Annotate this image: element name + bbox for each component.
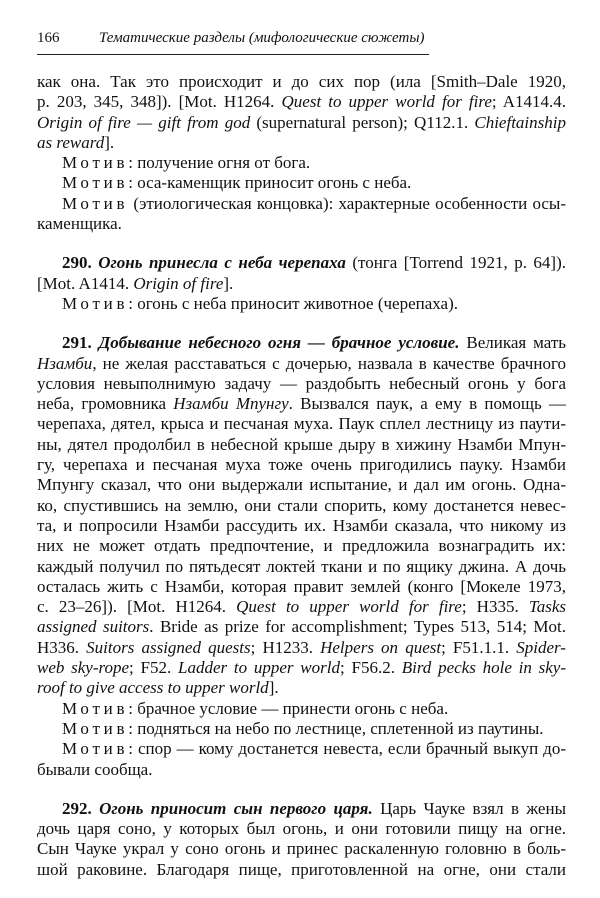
text-run: Quest to upper world for fire <box>281 92 492 112</box>
paragraph <box>37 153 566 173</box>
motif-label: Мотив <box>62 718 129 738</box>
text-line <box>37 455 566 475</box>
paragraph <box>37 294 566 314</box>
text-run: [Mot. A1414. <box>37 273 134 293</box>
text-run: ]. <box>104 132 115 152</box>
text-run: as reward <box>37 132 105 152</box>
text-line <box>37 194 566 214</box>
text-line <box>37 153 566 173</box>
text-line <box>37 394 566 414</box>
text-line <box>37 274 566 294</box>
text-run: гу, черепаха и песчаная муха тоже очень пригодились пауку. Нзамби <box>37 455 566 475</box>
text-run: roof to give access to upper world <box>37 678 269 698</box>
paragraph <box>37 719 566 739</box>
motif-label: Мотив <box>62 698 129 718</box>
paragraph <box>37 739 566 780</box>
text-run: черепаха, дятел, крыса и песчаная муха. Паук сплел лестницу из паути- <box>37 414 566 434</box>
text-run: Нзамби <box>37 353 93 373</box>
text-line <box>37 354 566 374</box>
text-run: assigned suitors <box>37 617 150 637</box>
text-run: Spider- <box>516 637 566 657</box>
text-line <box>37 92 566 112</box>
text-line <box>37 577 566 597</box>
entry-number: 291. <box>62 333 99 353</box>
text-run: , не желая расставаться с дочерью, назвала в качестве брачного <box>92 353 566 373</box>
text-run: : получение огня от бога. <box>128 153 311 173</box>
text-line <box>37 173 566 193</box>
text-run: Bird pecks hole in sky- <box>401 658 566 678</box>
text-run: Origin of fire <box>133 273 224 293</box>
text-run: Suitors assigned quests <box>86 637 251 657</box>
text-run: (supernatural person); Q112.1. <box>250 112 475 132</box>
paragraph <box>37 72 566 153</box>
text-line <box>37 617 566 637</box>
running-header <box>37 28 429 55</box>
paragraph <box>37 699 566 719</box>
text-run: Мпунгу сказал, что они выдержали испытание, и дал им огонь. Одна- <box>37 475 566 495</box>
paragraph <box>37 333 566 698</box>
text-run: : спор — кому достанется невеста, если брачный выкуп до- <box>128 739 566 759</box>
text-run: та, и попросили Нзамби рассудить их. Нзамби сказала, что никому из <box>37 515 566 535</box>
text-run: : подняться на небо по лестнице, сплетенной из паутины. <box>128 718 544 738</box>
text-run: : огонь с неба приносит животное (черепаха). <box>128 293 459 313</box>
text-line <box>37 414 566 434</box>
text-run: ко, спустившись на землю, они стали спорить, кому достанется невес- <box>37 495 566 515</box>
text-line <box>37 557 566 577</box>
paragraph <box>37 194 566 235</box>
text-run: : оса-каменщик приносит огонь с неба. <box>128 173 412 193</box>
text-line <box>37 799 566 819</box>
text-run: H336. <box>37 637 87 657</box>
text-run: Великая мать <box>459 333 566 353</box>
text-run: осталась жить с Нзамби, которая правит землей (конго [Мокеле 1973, <box>37 576 566 596</box>
text-run: неба, громовника <box>37 394 174 414</box>
text-run: p. 203, 345, 348]). [Mot. H1264. <box>37 92 282 112</box>
text-run: Сын Чауке украл у соно огонь и принес раскаленную головню в боль- <box>37 839 566 859</box>
text-run: Chieftainship <box>474 112 566 132</box>
text-run: условия невыполнимую задачу — раздобыть небесный огонь у бога <box>37 373 566 393</box>
text-line <box>37 739 566 759</box>
paragraph <box>37 799 566 880</box>
text-run: Helpers on quest <box>320 637 442 657</box>
paragraph <box>37 173 566 193</box>
entry-number: 292. <box>62 798 100 818</box>
text-line <box>37 475 566 495</box>
page-number: 166 <box>37 30 60 46</box>
text-line <box>37 597 566 617</box>
text-run: Origin of fire — gift from god <box>37 112 251 132</box>
text-run: ; F51.1.1. <box>441 637 517 657</box>
text-run: . Bride as prize for accomplishment; Types 513, 514; Mot. <box>149 617 566 637</box>
text-line <box>37 719 566 739</box>
text-line <box>37 839 566 859</box>
entry-title: Добывание небесного огня — брачное условие. <box>98 333 460 353</box>
text-line <box>37 333 566 353</box>
text-line <box>37 435 566 455</box>
motif-label: Мотив <box>62 153 129 173</box>
motif-label: Мотив <box>62 293 129 313</box>
text-line <box>37 860 566 880</box>
text-run: каждый получил по пятьдесят локтей ткани и по ящику джина. А дочь <box>37 556 566 576</box>
text-run: бывали сообща. <box>37 759 153 779</box>
page-body <box>37 72 566 880</box>
text-run: . Вызвался паук, а ему в помощь — <box>288 394 566 414</box>
text-run: Tasks <box>528 597 566 617</box>
text-run: (тонга [Torrend 1921, p. 64]). <box>345 253 566 273</box>
text-run: Quest to upper world for fire <box>236 597 462 617</box>
motif-label: Мотив <box>62 739 129 759</box>
text-line <box>37 214 566 234</box>
entry-title: Огонь принесла с неба черепаха <box>98 253 346 273</box>
text-run: : брачное условие — принести огонь с неба. <box>128 698 449 718</box>
text-line <box>37 658 566 678</box>
text-run: них не может отдать предпочтение, и предложила вознаградить их: <box>37 536 566 556</box>
motif-label: Мотив <box>62 173 129 193</box>
text-line <box>37 253 566 273</box>
text-line <box>37 516 566 536</box>
text-line <box>37 294 566 314</box>
text-run: как она. Так это происходит и до сих пор (ила [Smith–Dale 1920, <box>37 72 566 91</box>
text-line <box>37 496 566 516</box>
text-run: Нзамби Мпунгу <box>173 394 289 414</box>
running-title: Тематические разделы (мифологические сюжеты) <box>99 30 425 46</box>
text-line <box>37 760 566 780</box>
text-run: ]. <box>268 678 279 698</box>
text-run: Царь Чауке взял в жены <box>372 798 566 818</box>
text-run: дочь царя соно, у которых был огонь, и они готовили пищу на огне. <box>37 819 566 839</box>
text-line <box>37 374 566 394</box>
text-run: ]. <box>223 273 234 293</box>
text-line <box>37 638 566 658</box>
text-line <box>37 536 566 556</box>
text-run: ; F56.2. <box>340 658 402 678</box>
text-line <box>37 113 566 133</box>
entry-title: Огонь приносит сын первого царя. <box>99 798 373 818</box>
text-run: с. 23–26]). [Mot. H1264. <box>37 597 237 617</box>
text-run: ; H1233. <box>250 637 321 657</box>
text-line <box>37 72 566 92</box>
text-line <box>37 819 566 839</box>
motif-label: Мотив <box>62 193 129 213</box>
text-line <box>37 678 566 698</box>
text-run: ; F52. <box>129 658 179 678</box>
text-run: ; H335. <box>461 597 529 617</box>
text-run: Ladder to upper world <box>178 658 340 678</box>
text-line <box>37 133 566 153</box>
text-run: ; A1414.4. <box>491 92 566 112</box>
text-run: каменщика. <box>37 214 122 234</box>
text-run: web sky-rope <box>37 658 130 678</box>
text-line <box>37 699 566 719</box>
text-run: ны, дятел продолбил в небесной крыше дыру в хижину Нзамби Мпун- <box>37 434 566 454</box>
text-run: шой раковине. Благодаря пище, приготовленной на огне, они стали <box>37 859 566 879</box>
paragraph <box>37 253 566 294</box>
entry-number: 290. <box>62 253 99 273</box>
text-run: (этиологическая концовка): характерные особенности осы- <box>128 193 566 213</box>
